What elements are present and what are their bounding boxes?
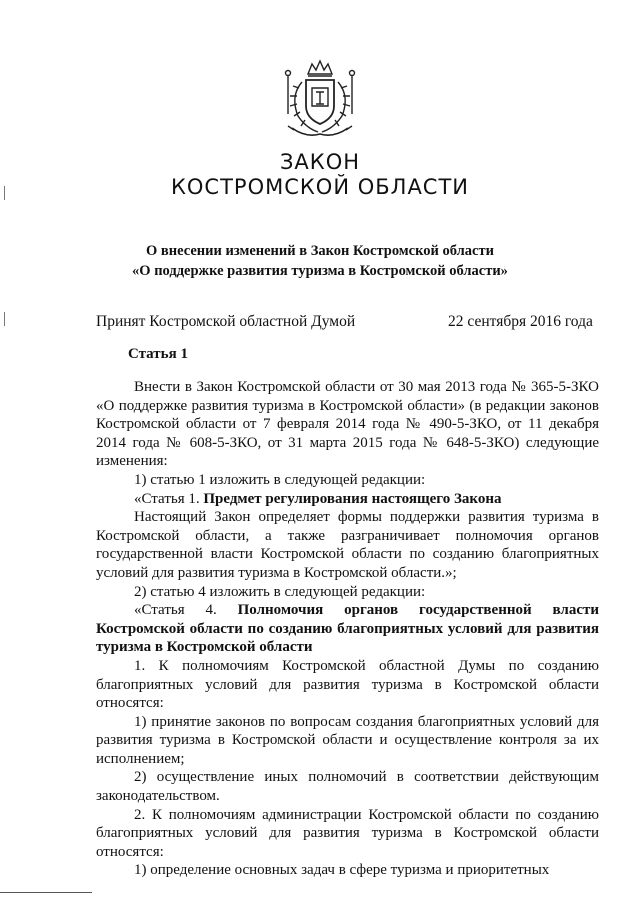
article-body [96, 378, 599, 880]
law-subtitle: О внесении изменений в Закон Костромской области [146, 243, 494, 259]
article-subject: Полномочия органов государственной власти Костромской области по созданию благоприятных условий для развития туризма в Костромской области [96, 602, 599, 656]
paragraph: Настоящий Закон определяет формы поддержки развития туризма в Костромской области, а также разграничивает полномочия органов государственной власти Костромской области по созданию благоприятных условий для развития туризма в Костромской области.»; [96, 509, 599, 581]
paragraph: 1. К полномочиям Костромской областной Думы по созданию благоприятных условий для развития туризма в Костромской области относятся: [96, 657, 599, 712]
paragraph: 2) осуществление иных полномочий в соответствии действующим законодательством. [96, 769, 599, 805]
article-heading: Статья 1 [128, 346, 188, 362]
article-subject: Предмет регулирования настоящего Закона [203, 490, 502, 507]
article-label: «Статья 4. [134, 602, 238, 619]
paragraph: 2. К полномочиям администрации Костромской области по созданию благоприятных условий для развития туризма в Костромской области относятся: [96, 806, 599, 860]
paragraph [96, 601, 599, 657]
paragraph [96, 490, 599, 509]
paragraph: 1) статью 1 изложить в следующей редакции: [134, 471, 426, 488]
paragraph: Внести в Закон Костромской области от 30 мая 2013 года № 365-5-ЗКО «О поддержке развития туризма в Костромской области» (в редакции законов Костромской области от 7 февраля 2014 года № 490-5-ЗКО, от 11 декабря 2014 года № 608-5-ЗКО, от 31 марта 2015 года № 648-5-ЗКО) следующие изменения: [96, 379, 599, 470]
coat-of-arms-emblem-icon [272, 56, 368, 142]
paragraph: 1) принятие законов по вопросам создания благоприятных условий для развития туризма в Костромской области и осуществление контроля за их исполнением; [96, 713, 599, 767]
law-subtitle-quote: «О поддержке развития туризма в Костромской области» [132, 263, 508, 279]
law-region-title: КОСТРОМСКОЙ ОБЛАСТИ [170, 175, 470, 199]
scan-margin-mark [4, 312, 5, 326]
paragraph: 1) определение основных задач в сфере туризма и приоритетных [134, 862, 550, 879]
law-title: ЗАКОН [279, 150, 361, 174]
paragraph: 2) статью 4 изложить в следующей редакции: [134, 583, 426, 600]
adopted-date: 22 сентября 2016 года [448, 313, 593, 330]
adopted-by: Принят Костромской областной Думой [96, 313, 356, 330]
footnote-divider [0, 892, 92, 893]
article-label: «Статья 1. [134, 490, 204, 507]
